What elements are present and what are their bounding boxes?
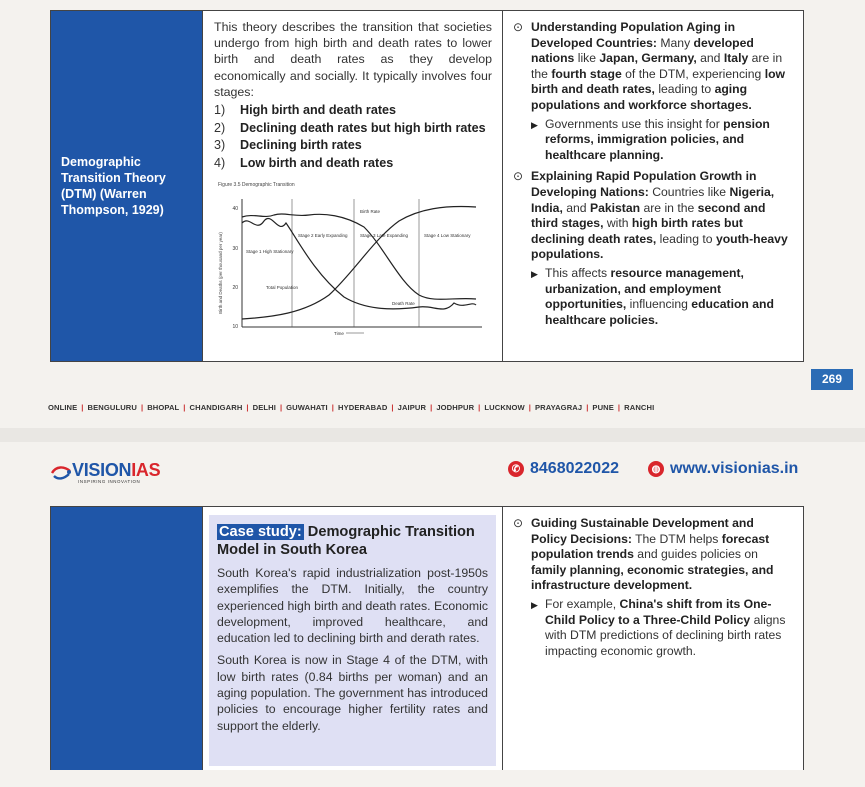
- footer-cities: ONLINE | BENGULURU | BHOPAL | CHANDIGARH | DELHI | GUWAHATI | HYDERABAD | JAIPUR | JODHPUR | LUCKNOW | PRAYAGRAJ | PUNE | RANCHI: [48, 403, 655, 412]
- stage3-label: Stage 3 Late Expanding: [360, 232, 409, 238]
- website-link[interactable]: [648, 460, 798, 478]
- x-axis-label: Time: [334, 330, 344, 336]
- list-item: ▶ For example, China's shift from its One-Child Policy to a Three-Child Policy aligns with DTM predictions of declining birth rates impacting economic growth.: [531, 596, 786, 658]
- page-gap: [0, 428, 865, 442]
- dtm-figure: [214, 177, 486, 337]
- applications-cell: [503, 11, 803, 361]
- city-link[interactable]: ONLINE: [48, 403, 78, 412]
- list-item: 4) Low birth and death rates: [214, 155, 394, 170]
- stage1-label: Stage 1 High Stationary: [246, 248, 294, 254]
- topic-title: Demographic Transition Theory (DTM) (Warren Thompson, 1929): [61, 155, 166, 217]
- phone-number: 8468022022: [530, 460, 619, 477]
- logo-tagline: INSPIRING INNOVATION: [78, 479, 141, 484]
- phone-contact[interactable]: [508, 460, 619, 478]
- circle-arrow-icon: ⊙: [513, 516, 524, 530]
- y-tick: 30: [232, 245, 238, 252]
- city-link[interactable]: PRAYAGRAJ: [535, 403, 583, 412]
- death-rate-label: Death Rate: [392, 300, 415, 306]
- topic-cell: [51, 11, 203, 361]
- stage2-label: Stage 2 Early Expanding: [298, 232, 348, 238]
- city-link[interactable]: GUWAHATI: [286, 403, 328, 412]
- globe-icon: ◍: [648, 461, 664, 477]
- list-item: 1) High birth and death rates: [214, 103, 397, 118]
- case-paragraph-2: South Korea is now in Stage 4 of the DTM, with low birth rates (0.84 births per woman) and an aging population. The government has introduced policies to encourage higher fertility rates and support the elderly.: [217, 653, 488, 733]
- triangle-bullet-icon: ▶: [531, 599, 538, 610]
- stages-list: [214, 102, 492, 171]
- logo-text: VISIONIAS: [72, 460, 161, 480]
- topic-cell-empty: [51, 507, 203, 770]
- total-population-line: [242, 206, 476, 318]
- city-link[interactable]: JAIPUR: [397, 403, 427, 412]
- stage4-label: Stage 4 Low Stationary: [424, 232, 471, 238]
- y-tick: 10: [232, 323, 238, 330]
- city-link[interactable]: LUCKNOW: [484, 403, 525, 412]
- population-label: Total Population: [266, 284, 299, 290]
- dtm-diagram: [214, 177, 486, 337]
- city-link[interactable]: BENGULURU: [87, 403, 137, 412]
- circle-arrow-icon: ⊙: [513, 20, 524, 34]
- city-link[interactable]: DELHI: [252, 403, 276, 412]
- circle-arrow-icon: ⊙: [513, 169, 524, 184]
- y-tick: 20: [232, 284, 238, 291]
- city-link[interactable]: CHANDIGARH: [189, 403, 243, 412]
- intro-text: This theory describes the transition that societies undergo from high birth and death rates to lower birth and death rates as they develop economically and socially. It typically involves four stages:: [214, 20, 492, 99]
- phone-icon: ✆: [508, 461, 524, 477]
- dtm-table: [50, 10, 804, 362]
- case-study-box: [209, 515, 496, 766]
- birth-rate-label: Birth Rate: [360, 208, 381, 214]
- logo-mark-icon: [50, 462, 72, 484]
- case-paragraph-1: South Korea's rapid industrialization post-1950s exemplifies the DTM. Initially, the country experienced high birth and death rates. Economic development, improved healthcare, and education led to declining birth and derath rates.: [217, 566, 488, 646]
- city-link[interactable]: PUNE: [592, 403, 614, 412]
- list-item: ▶ Governments use this insight for pension reforms, immigration policies, and healthcare planning.: [531, 116, 770, 162]
- case-study-table: [50, 506, 804, 770]
- triangle-bullet-icon: ▶: [531, 268, 538, 279]
- policy-cell: [503, 507, 803, 770]
- page-number: 269: [811, 369, 853, 390]
- description-cell: [203, 11, 503, 361]
- list-item: 3) Declining birth rates: [214, 138, 362, 153]
- website-url: www.visionias.in: [670, 460, 799, 477]
- case-study-title: Case study: Demographic Transition Model in South Korea: [217, 524, 475, 558]
- y-axis-label: Birth and Deaths (per thousand per year): [218, 231, 223, 314]
- city-link[interactable]: RANCHI: [624, 403, 655, 412]
- visionias-logo[interactable]: [50, 460, 180, 484]
- city-link[interactable]: HYDERABAD: [337, 403, 388, 412]
- list-item: 2) Declining death rates but high birth rates: [214, 120, 486, 135]
- list-item: ▶ This affects resource management, urbanization, and employment opportunities, influencing education and healthcare policies.: [531, 265, 774, 327]
- city-link[interactable]: BHOPAL: [147, 403, 180, 412]
- list-item: ⊙ Guiding Sustainable Development and Policy Decisions: The DTM helps forecast population trends and guides policies on family planning, economic strategies, and infrastructure development.: [513, 516, 774, 593]
- list-item: ⊙ Explaining Rapid Population Growth in Developing Nations: Countries like Nigeria, India, and Pakistan are in the second and third stages, with high birth rates but declining death rates, leading to youth-heavy populations.: [513, 169, 788, 262]
- figure-caption: Figure 3.5 Demographic Transition: [218, 181, 295, 188]
- triangle-bullet-icon: ▶: [531, 119, 538, 130]
- list-item: ⊙ Understanding Population Aging in Developed Countries: Many developed nations like Japan, Germany, and Italy are in the fourth stage of the DTM, experiencing low birth and death rates, leading to aging populations and workforce shortages.: [513, 20, 786, 112]
- city-link[interactable]: JODHPUR: [436, 403, 475, 412]
- y-tick: 40: [232, 205, 238, 212]
- case-study-cell: [203, 507, 503, 770]
